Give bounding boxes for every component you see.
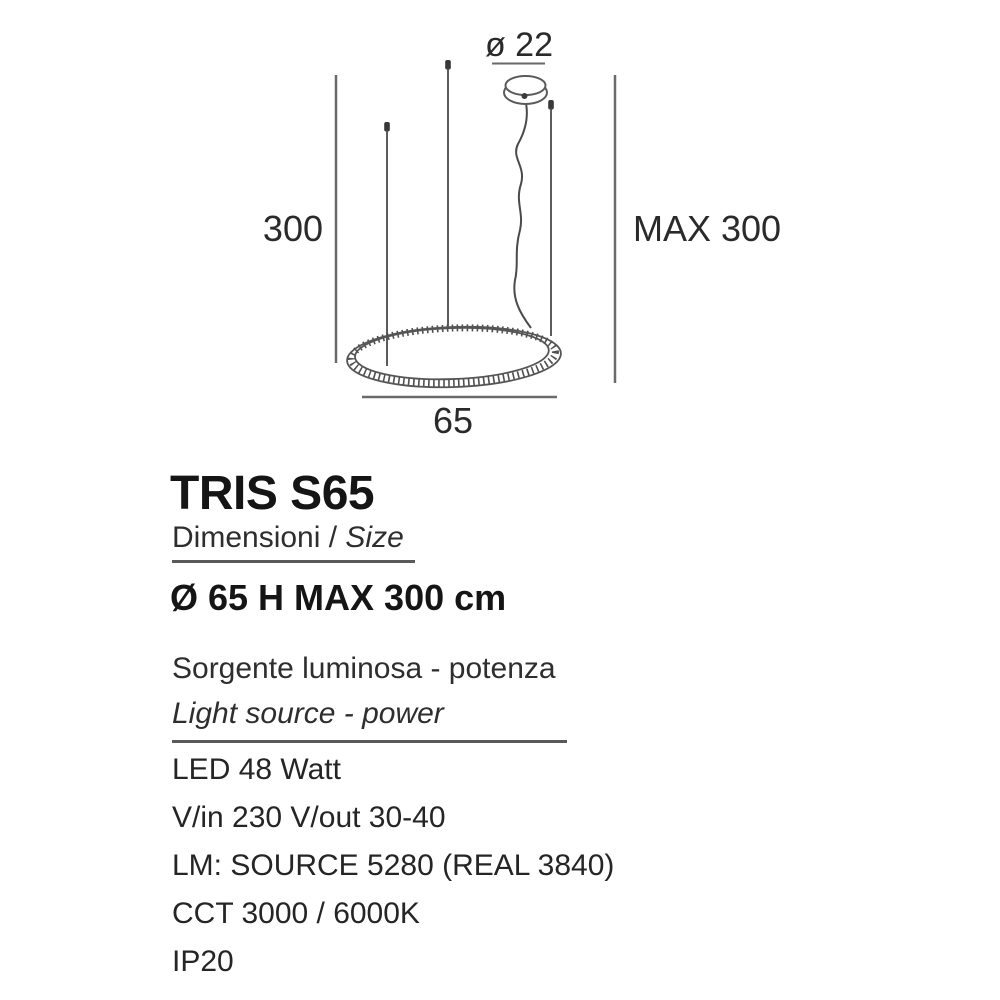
power-cable: [514, 97, 531, 328]
spec-list: [172, 750, 614, 990]
spec-line-lumen: LM: SOURCE 5280 (REAL 3840): [172, 849, 615, 882]
ceiling-canopy: [504, 76, 547, 104]
left-drop-label: 300: [262, 208, 323, 249]
light-ring-inner-edge: [354, 325, 550, 383]
light-source-divider: [172, 740, 567, 743]
spec-line-ip-rating: IP20: [172, 945, 234, 978]
spec-line-cct: CCT 3000 / 6000K: [172, 897, 420, 930]
dimensions-section-label: [172, 521, 404, 555]
spec-line-led-wattage: LED 48 Watt: [172, 753, 341, 786]
dimensions-label-italian: Dimensioni /: [172, 521, 346, 554]
pendant-lamp-dimension-drawing: [0, 0, 1000, 460]
light-ring: [346, 323, 562, 390]
ring-diameter-label: 65: [432, 400, 474, 441]
right-drop-label: MAX 300: [633, 208, 782, 249]
canopy-diameter-label: ø 22: [484, 26, 554, 64]
suspension-wire-left: [384, 122, 390, 366]
dimensions-value: Ø 65 H MAX 300 cm: [170, 577, 507, 618]
cable-attachment-dot: [522, 93, 528, 99]
product-model-name: TRIS S65: [170, 467, 375, 520]
dimensions-divider: [172, 560, 415, 563]
spec-line-voltage: V/in 230 V/out 30-40: [172, 801, 446, 834]
suspension-wire-right: [548, 100, 554, 336]
suspension-wire-middle: [445, 60, 451, 328]
dimensions-label-english: Size: [345, 521, 404, 554]
light-source-label-english: Light source - power: [172, 697, 444, 730]
light-source-label-italian: Sorgente luminosa - potenza: [172, 652, 556, 685]
